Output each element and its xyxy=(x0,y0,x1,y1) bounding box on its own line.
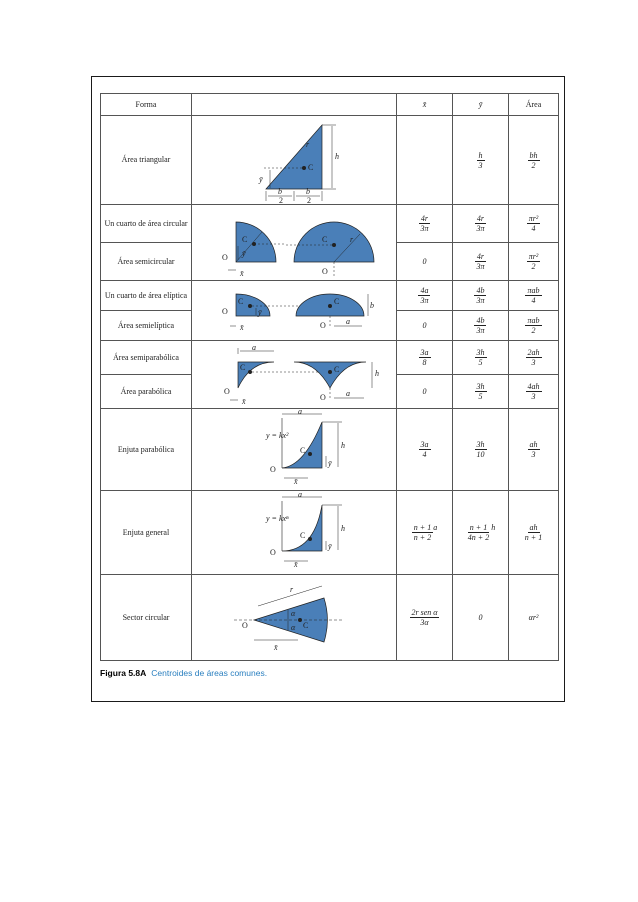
fraction-numerator: h xyxy=(478,150,483,160)
label-a: a xyxy=(298,492,302,499)
figure-cell xyxy=(192,205,397,281)
fraction-denominator: 3 xyxy=(531,358,536,367)
fraction-suffix: a xyxy=(433,523,438,532)
parabolic-spandrel-figure xyxy=(194,410,394,490)
label-r: r xyxy=(306,140,310,149)
label-xbar: x̄ xyxy=(294,559,298,569)
fraction-denominator: 4n + 2 xyxy=(467,533,490,542)
area-cell: αr² xyxy=(509,575,559,661)
fraction-denominator: n + 1 xyxy=(524,533,543,542)
ybar-cell xyxy=(453,409,509,491)
table-row xyxy=(101,281,559,311)
fraction-numerator: πab xyxy=(527,286,540,295)
fraction-numerator: 4b xyxy=(476,316,485,325)
label-two: 2 xyxy=(307,196,311,203)
fraction-denominator: 2 xyxy=(531,262,536,271)
header-forma: Forma xyxy=(101,94,192,116)
label-eq-parabola: y = kx² xyxy=(266,430,289,440)
label-o: O xyxy=(222,306,228,316)
fraction-denominator: n + 2 xyxy=(413,533,432,542)
label-xbar: x̄ xyxy=(240,322,244,332)
fraction-denominator: 3π xyxy=(420,296,429,305)
table-row xyxy=(101,205,559,243)
shape-name: Área semielíptica xyxy=(101,311,192,341)
fraction-denominator: 3α xyxy=(420,618,429,627)
label-c: C xyxy=(300,445,306,455)
ybar-cell xyxy=(453,491,509,575)
xbar-cell xyxy=(397,281,453,311)
general-spandrel-figure xyxy=(194,493,394,573)
fraction-numerator: πr² xyxy=(528,214,539,223)
header-area: Área xyxy=(509,94,559,116)
fraction-suffix: h xyxy=(491,523,496,532)
fraction-numerator: 4ah xyxy=(527,382,540,391)
fraction-denominator: 3π xyxy=(476,224,485,233)
area-cell xyxy=(509,243,559,281)
table-row xyxy=(101,341,559,375)
label-two: 2 xyxy=(279,196,283,203)
xbar-cell xyxy=(397,116,453,205)
fraction-numerator: 4a xyxy=(420,286,429,295)
label-o: O xyxy=(242,620,248,630)
label-o: O xyxy=(322,266,328,276)
ybar-cell: 0 xyxy=(453,575,509,661)
table-row xyxy=(101,491,559,575)
table-row xyxy=(101,116,559,205)
label-c: C xyxy=(334,364,340,374)
shape-name: Área parabólica xyxy=(101,375,192,409)
fraction-numerator: 3a xyxy=(420,348,429,357)
label-ybar: ȳ xyxy=(258,307,262,317)
label-c: C xyxy=(300,530,306,540)
fraction-numerator: 4b xyxy=(476,286,485,295)
fraction-numerator: ah xyxy=(529,523,538,532)
triangle-figure xyxy=(194,117,394,203)
table-row xyxy=(101,575,559,661)
label-c: C xyxy=(240,362,246,372)
header-ybar: ȳ xyxy=(453,94,509,116)
ybar-cell xyxy=(453,281,509,311)
fraction-numerator: n + 1 xyxy=(469,523,488,532)
fraction-denominator: 3π xyxy=(476,262,485,271)
header-xbar: x̄ xyxy=(397,94,453,116)
label-h: h xyxy=(341,440,345,450)
label-a: a xyxy=(346,316,350,326)
xbar-cell xyxy=(397,205,453,243)
ybar-cell xyxy=(453,116,509,205)
fraction-numerator: 3h xyxy=(476,382,485,391)
label-o: O xyxy=(320,392,326,402)
xbar-cell xyxy=(397,575,453,661)
fraction-numerator: πab xyxy=(527,316,540,325)
ybar-cell xyxy=(453,341,509,375)
fraction-denominator: 3π xyxy=(476,296,485,305)
figure-cell xyxy=(192,409,397,491)
ybar-cell xyxy=(453,311,509,341)
fraction-denominator: 5 xyxy=(478,358,483,367)
caption-text: Centroides de áreas comunes. xyxy=(151,668,268,678)
fraction-numerator: 2r sen α xyxy=(411,608,438,617)
figure-caption xyxy=(100,668,267,678)
label-a: a xyxy=(298,409,302,416)
fraction-numerator: 4r xyxy=(476,252,485,261)
shape-name: Un cuarto de área elíptica xyxy=(101,281,192,311)
figure-cell xyxy=(192,491,397,575)
shape-name: Enjuta general xyxy=(101,491,192,575)
label-xbar: x̄ xyxy=(240,268,244,278)
fraction-numerator: ah xyxy=(529,440,538,449)
fraction-denominator: 4 xyxy=(531,296,536,305)
figure-frame xyxy=(91,76,565,702)
shape-name: Área semiparabólica xyxy=(101,341,192,375)
fraction-numerator: 2ah xyxy=(527,348,540,357)
xbar-cell: 0 xyxy=(397,243,453,281)
label-ybar: ȳ xyxy=(328,541,332,551)
ybar-cell xyxy=(453,375,509,409)
fraction-numerator: 3h xyxy=(476,348,485,357)
fraction-denominator: 2 xyxy=(531,326,536,335)
label-b-half: b xyxy=(306,187,310,196)
figure-cell xyxy=(192,281,397,341)
label-c: C xyxy=(238,296,244,306)
ybar-cell xyxy=(453,205,509,243)
label-a: a xyxy=(252,342,256,352)
fraction-denominator: 3π xyxy=(420,224,429,233)
label-c: C xyxy=(242,234,248,244)
fraction-denominator: 3 xyxy=(478,160,483,170)
fraction-denominator: 3π xyxy=(476,326,485,335)
label-xbar: x̄ xyxy=(294,476,298,486)
fraction-numerator: πr² xyxy=(528,252,539,261)
header-figure xyxy=(192,94,397,116)
label-alpha: α xyxy=(291,608,296,618)
fraction-denominator: 4 xyxy=(422,450,427,459)
fraction-denominator: 10 xyxy=(476,450,485,459)
fraction-numerator: bh xyxy=(529,150,538,160)
label-xbar: x̄ xyxy=(274,642,278,652)
label-c: C xyxy=(322,234,328,244)
ybar-cell xyxy=(453,243,509,281)
label-alpha: α xyxy=(291,622,296,632)
label-xbar: x̄ xyxy=(242,396,246,406)
header-row xyxy=(101,94,559,116)
fraction-numerator: 4r xyxy=(476,214,485,223)
figure-cell xyxy=(192,116,397,205)
shape-name: Área triangular xyxy=(101,116,192,205)
label-h: h xyxy=(341,523,345,533)
xbar-cell xyxy=(397,491,453,575)
fraction-denominator: 5 xyxy=(478,392,483,401)
label-ybar: ȳ xyxy=(328,458,332,468)
label-ybar: ȳ xyxy=(259,175,263,184)
fraction-numerator: 3h xyxy=(476,440,485,449)
shape-name: Sector circular xyxy=(101,575,192,661)
label-r: r xyxy=(290,584,294,594)
fraction-numerator: n + 1 xyxy=(413,523,432,532)
label-o: O xyxy=(270,464,276,474)
circle-figure xyxy=(194,206,394,280)
xbar-cell xyxy=(397,409,453,491)
label-c: C xyxy=(334,296,340,306)
fraction-denominator: 3 xyxy=(531,392,536,401)
label-o: O xyxy=(222,252,228,262)
circular-sector-figure xyxy=(194,576,394,660)
fraction-denominator: 2 xyxy=(531,160,536,170)
shape-name: Un cuarto de área circular xyxy=(101,205,192,243)
label-b: b xyxy=(370,300,374,310)
area-cell xyxy=(509,205,559,243)
label-c: C xyxy=(303,620,309,630)
label-r: r xyxy=(350,234,354,244)
fraction-denominator: 3 xyxy=(531,450,536,459)
label-a: a xyxy=(346,388,350,398)
parabola-figure xyxy=(194,342,394,408)
centroid-table xyxy=(100,93,559,661)
fraction-denominator: 8 xyxy=(422,358,427,367)
label-h: h xyxy=(375,368,379,378)
area-cell xyxy=(509,409,559,491)
fraction-numerator: 3a xyxy=(420,440,429,449)
area-cell xyxy=(509,341,559,375)
shape-name: Enjuta parabólica xyxy=(101,409,192,491)
shape-name: Área semicircular xyxy=(101,243,192,281)
label-o: O xyxy=(320,320,326,330)
area-cell xyxy=(509,281,559,311)
fraction-denominator: 4 xyxy=(531,224,536,233)
area-cell xyxy=(509,491,559,575)
xbar-cell: 0 xyxy=(397,375,453,409)
fraction-numerator: 4r xyxy=(420,214,429,223)
xbar-cell xyxy=(397,341,453,375)
area-cell xyxy=(509,116,559,205)
figure-cell xyxy=(192,575,397,661)
label-o: O xyxy=(270,547,276,557)
caption-label: Figura 5.8A xyxy=(100,668,147,678)
label-o: O xyxy=(224,386,230,396)
label-c: C xyxy=(308,163,314,172)
area-cell xyxy=(509,375,559,409)
table-row xyxy=(101,409,559,491)
label-ybar: ȳ xyxy=(242,248,246,258)
xbar-cell: 0 xyxy=(397,311,453,341)
label-eq-general: y = kxⁿ xyxy=(266,513,289,523)
label-b-half: b xyxy=(278,187,282,196)
area-cell xyxy=(509,311,559,341)
figure-cell xyxy=(192,341,397,409)
label-h: h xyxy=(335,152,339,161)
ellipse-figure xyxy=(194,282,394,340)
